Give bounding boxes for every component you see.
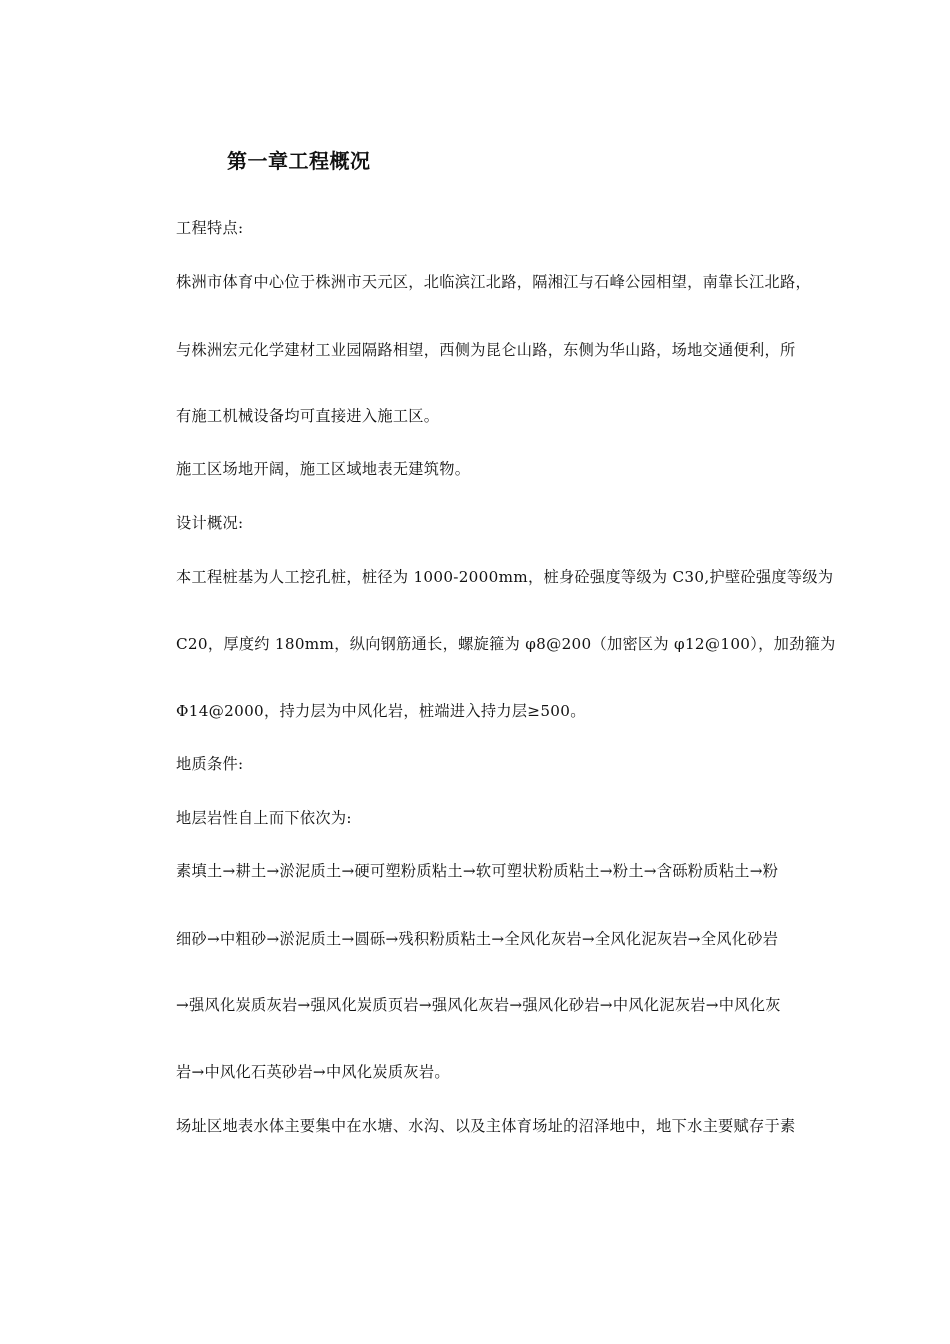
- chapter-title: 第一章工程概况: [227, 149, 371, 173]
- section-heading-design: 设计概况:: [176, 514, 244, 532]
- paragraph-line: 岩→中风化石英砂岩→中风化炭质灰岩。: [176, 1063, 450, 1081]
- paragraph-line: →强风化炭质灰岩→强风化炭质页岩→强风化灰岩→强风化砂岩→中风化泥灰岩→中风化灰: [176, 996, 781, 1014]
- paragraph-line: C20，厚度约 180mm，纵向钢筋通长，螺旋箍为 φ8@200（加密区为 φ12@100），加劲箍为: [176, 635, 836, 653]
- paragraph-line: 场址区地表水体主要集中在水塘、水沟、以及主体育场址的沼泽地中，地下水主要赋存于素: [176, 1117, 796, 1135]
- section-heading-features: 工程特点:: [176, 219, 244, 237]
- paragraph-line: 施工区场地开阔，施工区域地表无建筑物。: [176, 460, 471, 478]
- paragraph-line: 与株洲宏元化学建材工业园隔路相望，西侧为昆仑山路，东侧为华山路，场地交通便利，所: [176, 341, 796, 359]
- paragraph-line: 有施工机械设备均可直接进入施工区。: [176, 407, 440, 425]
- paragraph-line: 本工程桩基为人工挖孔桩，桩径为 1000-2000mm，桩身砼强度等级为 C30,护壁砼强度等级为: [176, 568, 834, 586]
- section-heading-geology: 地质条件:: [176, 755, 244, 773]
- paragraph-line: 细砂→中粗砂→淤泥质土→圆砾→残积粉质粘土→全风化灰岩→全风化泥灰岩→全风化砂岩: [176, 930, 779, 948]
- paragraph-line: 株洲市体育中心位于株洲市天元区，北临滨江北路，隔湘江与石峰公园相望，南靠长江北路，: [176, 273, 811, 291]
- paragraph-line: Φ14@2000，持力层为中风化岩，桩端进入持力层≥500。: [176, 702, 586, 720]
- paragraph-line: 素填土→耕土→淤泥质土→硬可塑粉质粘土→软可塑状粉质粘土→粉土→含砾粉质粘土→粉: [176, 862, 779, 880]
- paragraph-line: 地层岩性自上而下依次为:: [176, 809, 352, 827]
